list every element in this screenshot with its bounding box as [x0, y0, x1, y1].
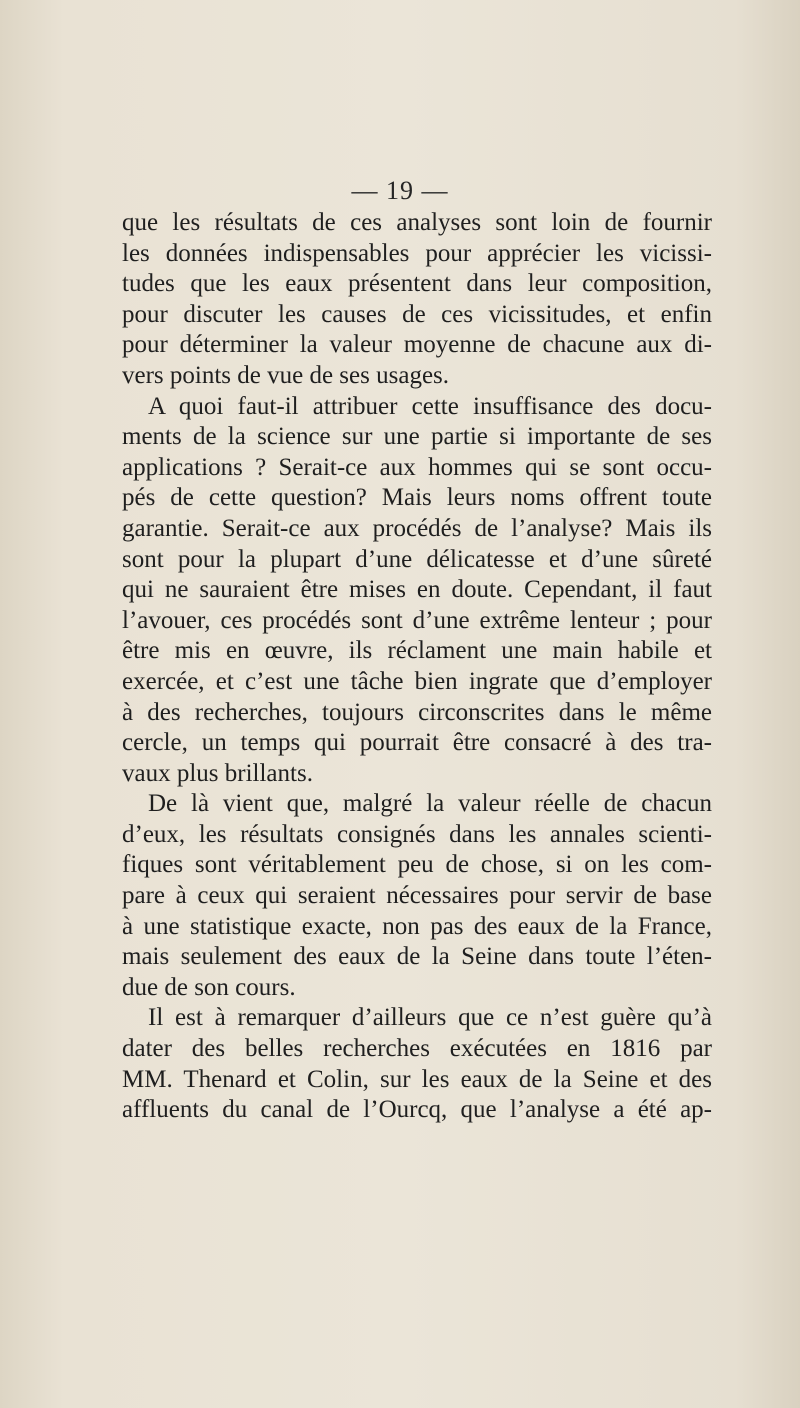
text-line: mais seulement des eaux de la Seine dans toute l’éten-: [122, 943, 712, 971]
text-line: garantie. Serait-ce aux procédés de l’analyse? Mais ils: [122, 514, 712, 542]
text-line: pare à ceux qui seraient nécessaires pour servir de base: [122, 882, 712, 910]
text-line: applications ? Serait-ce aux hommes qui se sont occu-: [122, 453, 712, 481]
page-number: — 19 —: [351, 176, 449, 205]
text-line: exercée, et c’est une tâche bien ingrate que d’employer: [122, 667, 712, 695]
text-line: l’avouer, ces procédés sont d’une extrême lenteur ; pour: [122, 606, 712, 634]
paragraph-start-line: Il est à remarquer d’ailleurs que ce n’est guère qu’à: [148, 1004, 712, 1032]
text-line: MM. Thenard et Colin, sur les eaux de la Seine et des: [122, 1065, 712, 1093]
body-text: [122, 208, 712, 1126]
paragraph-start-line: De là vient que, malgré la valeur réelle de chacun: [148, 790, 712, 818]
text-line: pour déterminer la valeur moyenne de chacune aux di-: [122, 331, 712, 359]
text-line: vers points de vue de ses usages.: [122, 361, 450, 389]
text-line: que les résultats de ces analyses sont loin de fournir: [122, 209, 712, 236]
text-line: affluents du canal de l’Ourcq, que l’analyse a été ap-: [122, 1096, 712, 1124]
text-line: ments de la science sur une partie si importante de ses: [122, 423, 712, 451]
text-line: d’eux, les résultats consignés dans les annales scienti-: [122, 820, 712, 848]
text-line: qui ne sauraient être mises en doute. Cependant, il faut: [122, 576, 712, 604]
text-line: cercle, un temps qui pourrait être consacré à des tra-: [122, 729, 712, 757]
text-line: pés de cette question? Mais leurs noms offrent toute: [122, 484, 712, 512]
text-line: être mis en œuvre, ils réclament une main habile et: [122, 637, 712, 665]
text-line: tudes que les eaux présentent dans leur composition,: [122, 270, 712, 298]
text-line: fiques sont véritablement peu de chose, si on les com-: [122, 851, 712, 879]
text-line: vaux plus brillants.: [122, 759, 313, 787]
text-line: pour discuter les causes de ces vicissitudes, et enfin: [122, 300, 712, 328]
text-line: les données indispensables pour apprécier les vicissi-: [122, 239, 712, 267]
text-line: due de son cours.: [122, 973, 296, 1001]
text-line: sont pour la plupart d’une délicatesse et d’une sûreté: [122, 545, 712, 573]
text-line: dater des belles recherches exécutées en 1816 par: [122, 1035, 712, 1063]
text-line: à une statistique exacte, non pas des eaux de la France,: [122, 912, 712, 940]
paragraph-start-line: A quoi faut-il attribuer cette insuffisance des docu-: [148, 392, 712, 420]
text-line: à des recherches, toujours circonscrites dans le même: [122, 698, 712, 726]
